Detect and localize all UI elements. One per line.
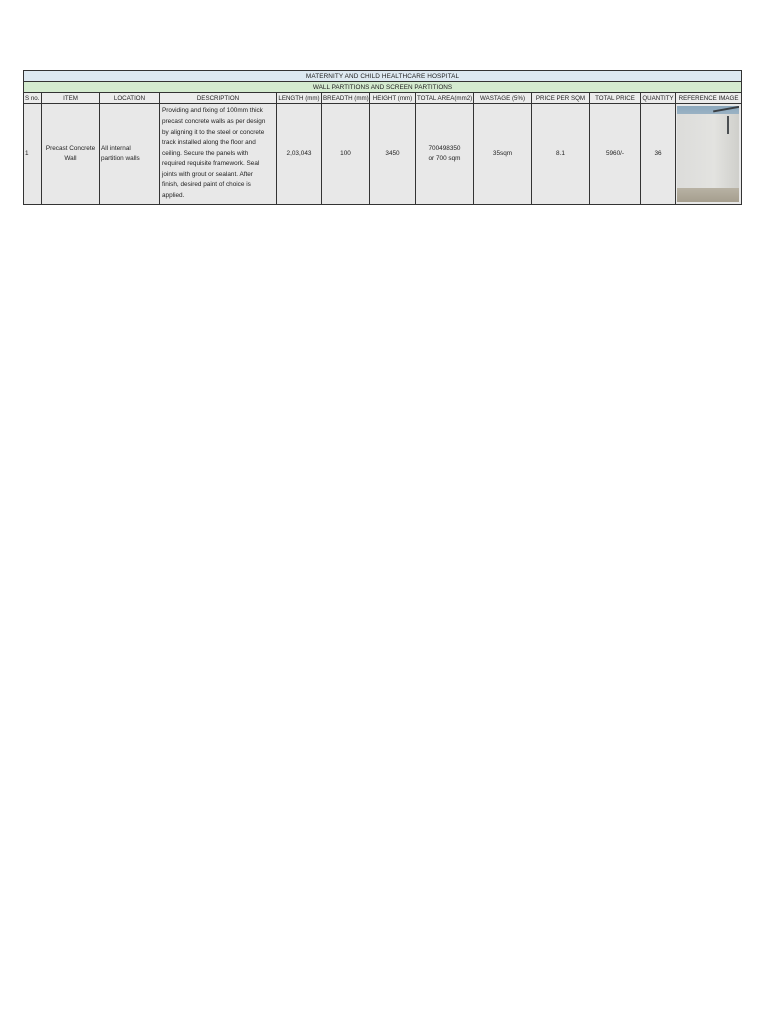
total-area-line: or 700 sqm — [428, 155, 461, 162]
header-location: LOCATION — [100, 93, 160, 104]
location-line: partition walls — [101, 155, 140, 162]
header-total-price: TOTAL PRICE — [590, 93, 641, 104]
precast-concrete-wall-photo — [677, 106, 739, 202]
header-total-area: TOTAL AREA(mm2) — [417, 94, 473, 102]
wall-surface — [677, 114, 739, 194]
steel-column — [727, 116, 729, 134]
ground-area — [677, 188, 739, 202]
header-breadth: BREADTH (mm) — [323, 94, 369, 102]
header-quantity: QUANTITY — [642, 94, 674, 102]
subtitle-row — [24, 82, 742, 93]
header-sno: S no. — [24, 93, 42, 104]
description-line: ceiling. Secure the panels with — [162, 149, 249, 157]
cell-length: 2,03,043 — [277, 104, 322, 205]
description-line: finish, desired paint of choice is — [162, 181, 251, 189]
table-row — [24, 104, 742, 205]
sheet-title: MATERNITY AND CHILD HEALTHCARE HOSPITAL — [24, 71, 742, 82]
cell-height: 3450 — [370, 104, 416, 205]
cell-description — [160, 104, 277, 205]
header-length: LENGTH (mm) — [278, 94, 320, 102]
header-price-per-sqm: PRICE PER SQM — [532, 93, 590, 104]
item-line: Wall — [64, 155, 77, 162]
title-row — [24, 71, 742, 82]
description-line: required requisite framework. Seal — [162, 160, 260, 168]
cell-total-price: 5960/- — [590, 104, 641, 205]
header-reference-image: REFERENCE IMAGE — [676, 93, 742, 104]
item-line: Precast Concrete — [45, 144, 96, 152]
header-item: ITEM — [42, 93, 100, 104]
cell-price-per-sqm: 8.1 — [532, 104, 590, 205]
bill-of-quantities-table — [23, 70, 742, 205]
description-line: Providing and fixing of 100mm thick — [162, 107, 263, 115]
description-line: joints with grout or sealant. After — [162, 170, 253, 178]
header-description: DESCRIPTION — [160, 93, 277, 104]
cell-item — [42, 104, 100, 205]
cell-wastage: 35sqm — [474, 104, 532, 205]
header-row — [24, 93, 742, 104]
spreadsheet — [23, 70, 741, 205]
header-height: HEIGHT (mm) — [370, 93, 416, 104]
cell-breadth: 100 — [322, 104, 370, 205]
cell-sno: 1 — [24, 104, 42, 205]
location-line: All internal — [101, 144, 131, 152]
description-line: precast concrete walls as per design — [162, 117, 266, 125]
description-line: applied. — [162, 192, 185, 200]
cell-total-area — [416, 104, 474, 205]
cell-reference-image — [676, 104, 742, 205]
description-line: track installed along the floor and — [162, 139, 256, 147]
sheet-subtitle: WALL PARTITIONS AND SCREEN PARTITIONS — [24, 82, 742, 93]
total-area-line: 700498350 — [428, 144, 461, 152]
description-line: by aligning it to the steel or concrete — [162, 128, 265, 136]
cell-quantity: 36 — [641, 104, 676, 205]
cell-location — [100, 104, 160, 205]
header-wastage: WASTAGE (5%) — [474, 93, 532, 104]
